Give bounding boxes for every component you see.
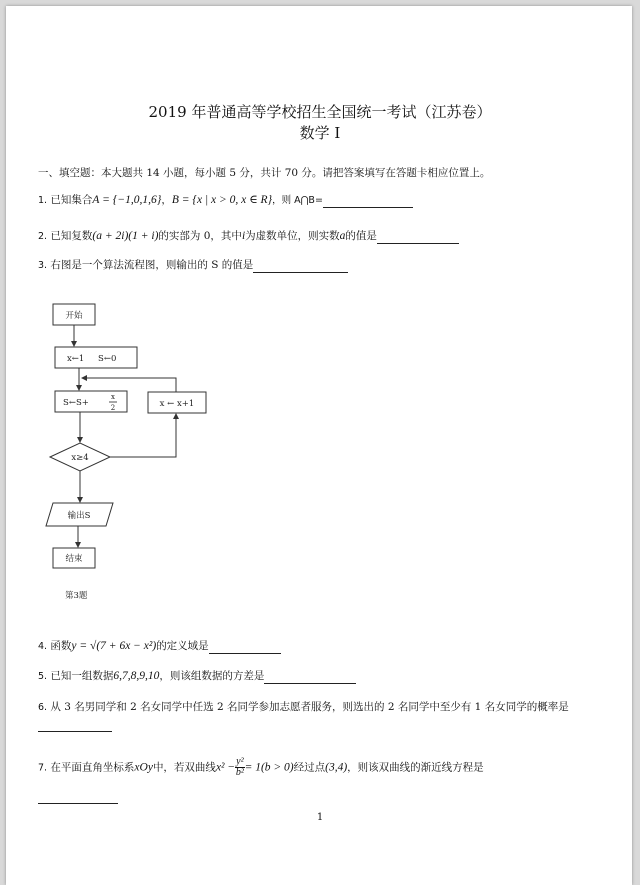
- flow-output-label: 输出S: [67, 511, 91, 521]
- answer-blank-7[interactable]: [38, 792, 118, 804]
- flow-init-s: S←0: [98, 354, 117, 364]
- flow-frac-den: 2: [110, 404, 116, 412]
- question-5: 5. 已知一组数据6,7,8,9,10，则该组数据的方差是: [38, 669, 356, 684]
- exam-subtitle: 数学 I: [299, 124, 341, 142]
- hyperbola-fraction: $\frac{\text{y²}}{\text{b²}}$: [235, 756, 244, 778]
- flow-end-label: 结束: [65, 554, 83, 564]
- answer-blank-6[interactable]: [38, 720, 112, 732]
- question-4: 4. 函数y = √(7 + 6x − x²)的定义域是: [38, 639, 281, 654]
- flow-increment-label: x ← x+1: [159, 399, 195, 409]
- section-heading: 一、填空题：本大题共 14 小题，每小题 5 分，共计 70 分。请把答案填写在答题卡相应位置上。: [38, 167, 491, 179]
- answer-blank-5[interactable]: [264, 672, 356, 684]
- question-6: 6. 从 3 名男同学和 2 名女同学中任选 2 名同学参加志愿者服务，则选出的 2 名同学中至少有 1 名女同学的概率是: [38, 701, 569, 713]
- question-1: 1. 已知集合A = {−1,0,1,6}，B = {x | x > 0, x ∈ R}，则 A⋂B=: [38, 193, 413, 208]
- question-3: 3. 右图是一个算法流程图，则输出的 S 的值是: [38, 258, 348, 273]
- page-number: 1: [316, 812, 324, 823]
- flow-caption: 第3题: [65, 591, 88, 601]
- exam-title: 2019 年普通高等学校招生全国统一考试（江苏卷）: [148, 103, 492, 121]
- answer-blank-4[interactable]: [209, 642, 281, 654]
- flow-start-label: 开始: [65, 311, 83, 321]
- flow-condition-label: x≥4: [71, 453, 89, 463]
- question-2: 2. 已知复数(a + 2i)(1 + i)的实部为 0，其中i为虚数单位，则实数a的值是: [38, 229, 459, 244]
- flow-update-s: S←S+: [63, 398, 89, 408]
- flow-frac-num: x: [111, 393, 115, 401]
- flow-init-x: x←1: [67, 354, 85, 364]
- question-7: 7. 在平面直角坐标系xOy中，若双曲线x² − $\frac{\text{y²}}{\text{b²}}$ = 1(b > 0)经过点(3,4)，则该双曲线的渐近线方程是: [38, 756, 484, 778]
